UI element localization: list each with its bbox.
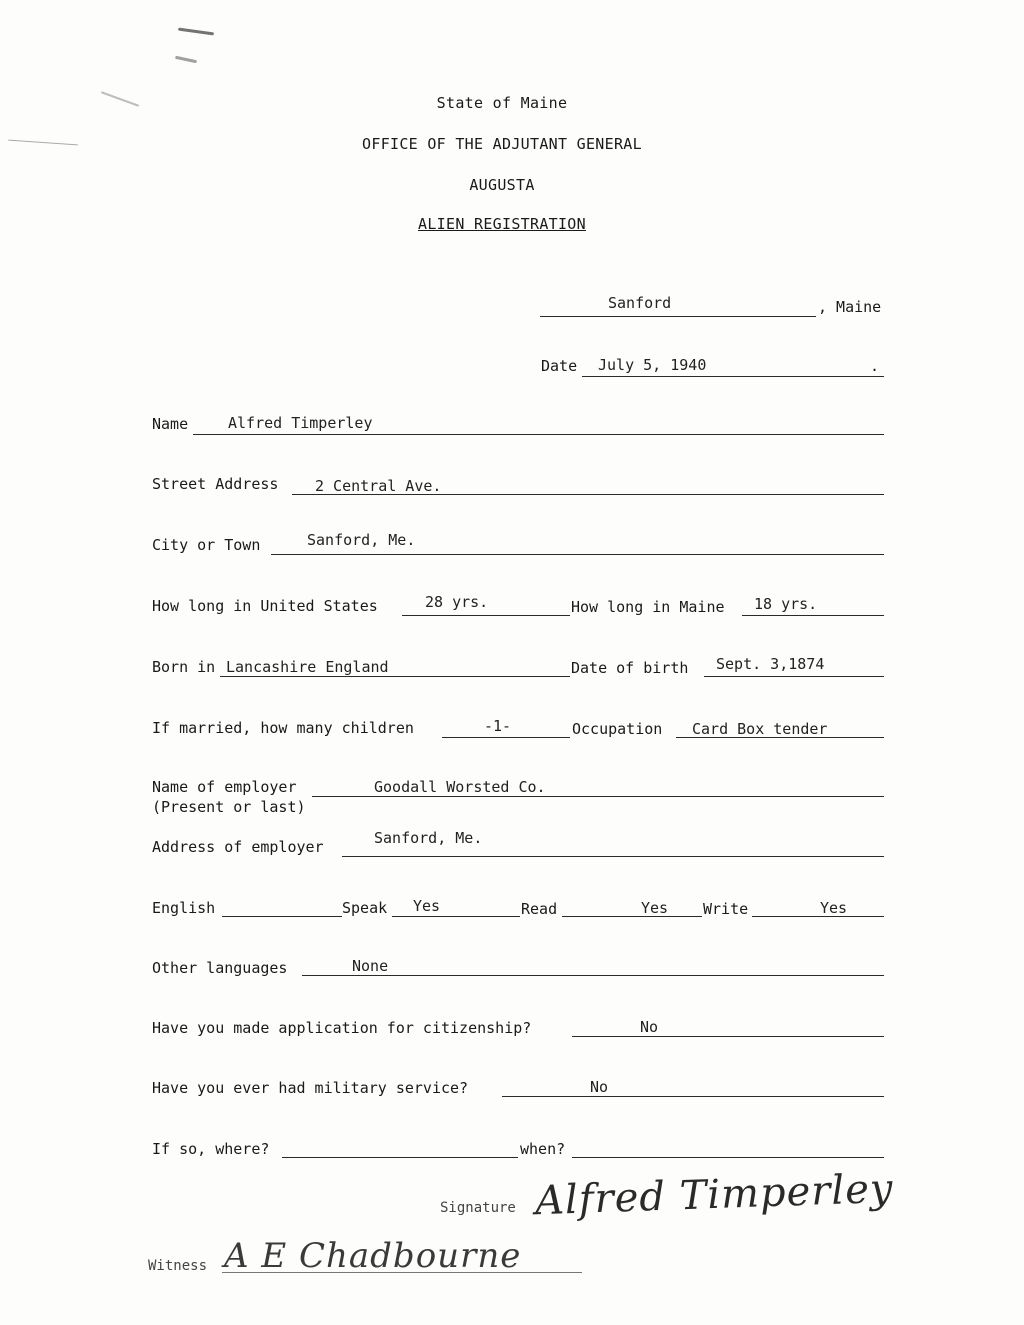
city-value: Sanford, Me. (307, 531, 416, 549)
employer-address-label: Address of employer (152, 838, 324, 856)
employer-sublabel: (Present or last) (152, 798, 306, 816)
scan-mark (175, 56, 197, 64)
children-label: If married, how many children (152, 719, 414, 737)
name-label: Name (152, 415, 189, 433)
us-years-line (402, 615, 570, 616)
state-heading: State of Maine (436, 94, 568, 112)
street-label: Street Address (152, 475, 279, 493)
read-value: Yes (641, 899, 669, 917)
employer-address-value: Sanford, Me. (374, 829, 483, 847)
military-line (502, 1096, 884, 1097)
office-heading: OFFICE OF THE ADJUTANT GENERAL (362, 135, 642, 153)
us-years-label: How long in United States (152, 597, 378, 615)
read-line (562, 916, 702, 917)
occupation-value: Card Box tender (692, 720, 828, 738)
date-label: Date (541, 357, 578, 375)
place-suffix: , Maine (818, 298, 882, 316)
where-label: If so, where? (152, 1140, 270, 1158)
born-line (220, 676, 570, 677)
occupation-label: Occupation (572, 720, 663, 738)
born-label: Born in (152, 658, 216, 676)
military-label: Have you ever had military service? (152, 1079, 469, 1097)
other-languages-label: Other languages (152, 959, 288, 977)
date-line (582, 376, 884, 377)
us-years-value: 28 yrs. (425, 593, 489, 611)
children-value: -1- (484, 717, 512, 735)
city-label: City or Town (152, 536, 261, 554)
witness-line (222, 1272, 582, 1273)
signature-label: Signature (440, 1200, 516, 1216)
place-value: Sanford (608, 294, 672, 312)
witness-label: Witness (148, 1258, 208, 1274)
write-value: Yes (820, 899, 848, 917)
speak-value: Yes (413, 897, 441, 915)
citizenship-label: Have you made application for citizenship? (152, 1019, 532, 1037)
date-suffix: . (870, 357, 880, 375)
born-value: Lancashire England (226, 658, 389, 676)
witness-handwriting: A E Chadbourne (224, 1236, 522, 1276)
maine-years-value: 18 yrs. (754, 595, 818, 613)
maine-years-line (742, 615, 884, 616)
employer-line (312, 796, 884, 797)
dob-line (704, 676, 884, 677)
street-line (292, 494, 884, 495)
employer-label: Name of employer (152, 778, 297, 796)
read-label: Read (521, 900, 558, 918)
dob-label: Date of birth (571, 659, 689, 677)
citizenship-line (572, 1036, 884, 1037)
dob-value: Sept. 3,1874 (716, 655, 825, 673)
when-label: when? (520, 1140, 566, 1158)
date-value: July 5, 1940 (598, 356, 707, 374)
speak-line (392, 916, 520, 917)
other-languages-line (302, 975, 884, 976)
employer-address-line (342, 856, 884, 857)
write-label: Write (703, 900, 749, 918)
citizenship-value: No (640, 1018, 659, 1036)
scan-mark (178, 28, 214, 36)
speak-label: Speak (342, 899, 388, 917)
employer-value: Goodall Worsted Co. (374, 778, 546, 796)
city-heading: AUGUSTA (469, 176, 535, 194)
form-title: ALIEN REGISTRATION (418, 215, 586, 233)
children-line (442, 737, 570, 738)
occupation-line (676, 737, 884, 738)
military-value: No (590, 1078, 609, 1096)
where-line (282, 1157, 518, 1158)
name-line (193, 434, 884, 435)
other-languages-value: None (352, 957, 389, 975)
when-line (572, 1157, 884, 1158)
maine-years-label: How long in Maine (571, 598, 725, 616)
city-line (271, 554, 884, 555)
write-line (752, 916, 884, 917)
place-line (540, 316, 816, 317)
english-line (222, 916, 342, 917)
signature-handwriting: Alfred Timperley (534, 1165, 895, 1225)
name-value: Alfred Timperley (228, 414, 373, 432)
street-value: 2 Central Ave. (315, 477, 442, 495)
english-label: English (152, 899, 216, 917)
